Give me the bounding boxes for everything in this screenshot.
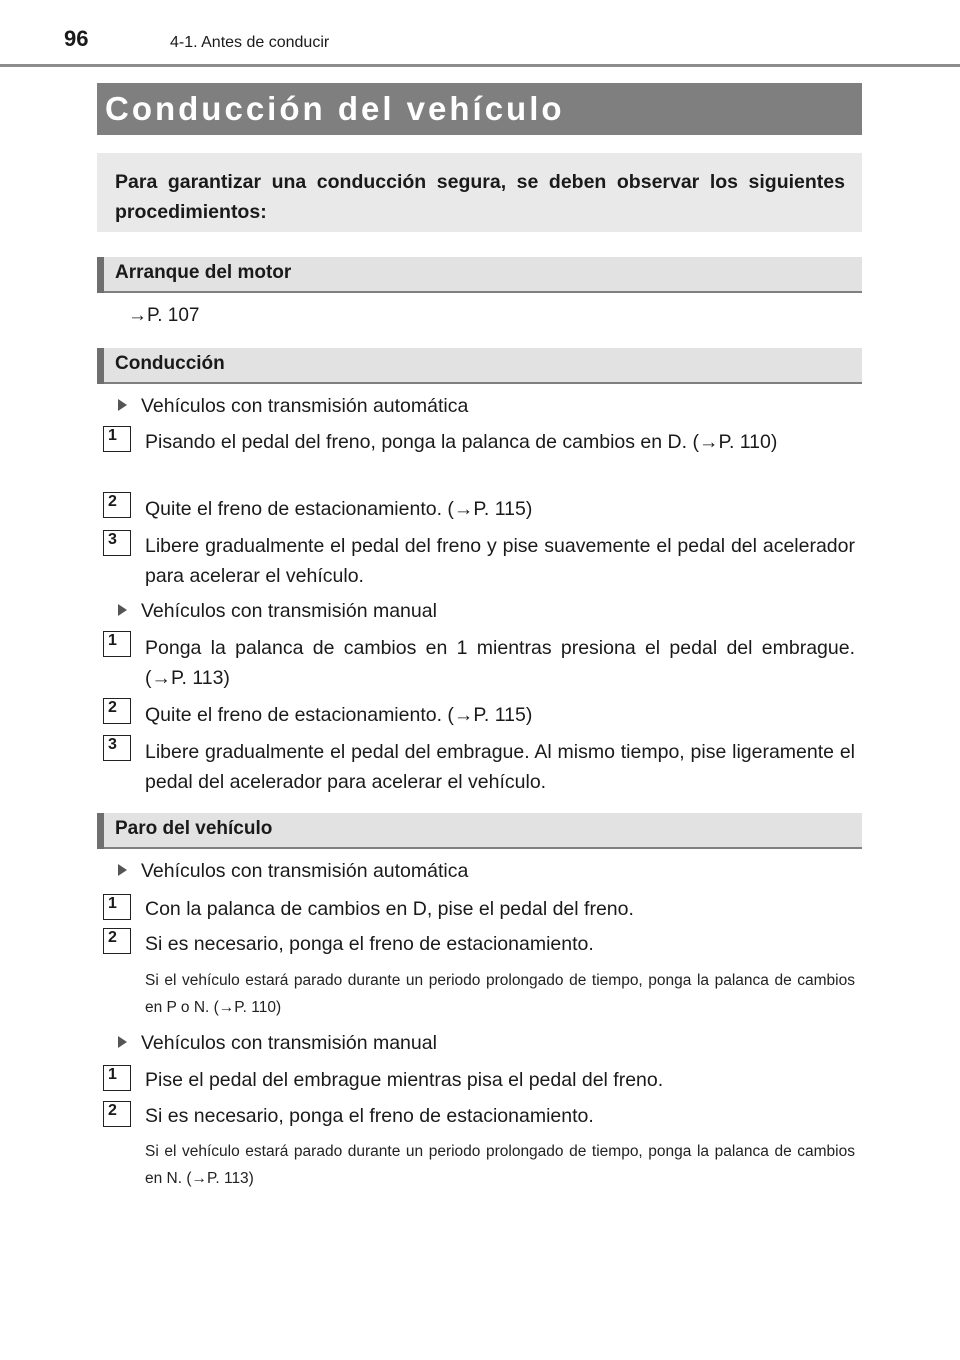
bullet-label: Vehículos con transmisión automática bbox=[141, 395, 469, 417]
page-number: 96 bbox=[64, 26, 89, 51]
triangle-bullet-icon bbox=[118, 864, 127, 876]
note-text: Si el vehículo estará parado durante un periodo prolongado de tiempo, ponga la palanca de cambios en N. (→P. 113) bbox=[145, 1143, 855, 1187]
bullet-label: Vehículos con transmisión manual bbox=[141, 1032, 437, 1054]
page-title-bar bbox=[97, 83, 862, 135]
chapter-label: 4-1. Antes de conducir bbox=[170, 34, 330, 51]
step-text: Pisando el pedal del freno, ponga la palanca de cambios en D. (→P. 110) bbox=[145, 431, 778, 453]
step-number-badge: 1 bbox=[103, 1065, 131, 1091]
step-text: Libere gradualmente el pedal del embrague. Al mismo tiempo, pise ligeramente el pedal del acelerador para acelerar el vehículo. bbox=[145, 741, 855, 793]
step-number-badge: 3 bbox=[103, 735, 131, 761]
bullet-label: Vehículos con transmisión manual bbox=[141, 600, 437, 622]
note-text: Si el vehículo estará parado durante un periodo prolongado de tiempo, ponga la palanca de cambios en P o N. (→P. 110) bbox=[145, 972, 855, 1016]
triangle-bullet-icon bbox=[118, 399, 127, 411]
intro-box bbox=[97, 153, 862, 232]
triangle-bullet-icon bbox=[118, 1036, 127, 1048]
step-text: Libere gradualmente el pedal del freno y pise suavemente el pedal del acelerador para acelerar el vehículo. bbox=[145, 535, 855, 587]
section-heading-conduccion bbox=[97, 348, 862, 384]
bullet-automatic bbox=[118, 860, 468, 883]
section-heading-text: Paro del vehículo bbox=[115, 818, 273, 839]
bullet-automatic bbox=[118, 395, 468, 418]
triangle-bullet-icon bbox=[118, 604, 127, 616]
page-header bbox=[0, 0, 960, 68]
step-text: Si es necesario, ponga el freno de estacionamiento. bbox=[145, 1105, 594, 1127]
step-number-badge: 2 bbox=[103, 1101, 131, 1127]
bullet-manual bbox=[118, 1032, 437, 1055]
step-number-badge: 1 bbox=[103, 894, 131, 920]
step-text: Si es necesario, ponga el freno de estacionamiento. bbox=[145, 933, 594, 955]
step-number-badge: 3 bbox=[103, 530, 131, 556]
section-heading-text: Arranque del motor bbox=[115, 262, 292, 283]
step-number-badge: 2 bbox=[103, 492, 131, 518]
step-number-badge: 2 bbox=[103, 698, 131, 724]
step-number-badge: 1 bbox=[103, 631, 131, 657]
page-reference-link[interactable]: →P. 107 bbox=[128, 305, 200, 326]
step-text: Quite el freno de estacionamiento. (→P. 115) bbox=[145, 704, 533, 726]
step-text: Pise el pedal del embrague mientras pisa el pedal del freno. bbox=[145, 1069, 664, 1091]
section-heading-paro bbox=[97, 813, 862, 849]
step-text: Con la palanca de cambios en D, pise el pedal del freno. bbox=[145, 898, 634, 920]
section-heading-text: Conducción bbox=[115, 353, 225, 374]
section-heading-arranque bbox=[97, 257, 862, 293]
step-number-badge: 2 bbox=[103, 928, 131, 954]
step-text: Ponga la palanca de cambios en 1 mientras presiona el pedal del embrague. (→P. 113) bbox=[145, 637, 855, 689]
step-text: Quite el freno de estacionamiento. (→P. 115) bbox=[145, 498, 533, 520]
intro-text: Para garantizar una conducción segura, se deben observar los siguientes procedimientos: bbox=[115, 171, 845, 223]
bullet-label: Vehículos con transmisión automática bbox=[141, 860, 469, 882]
page-title: Conducción del vehículo bbox=[105, 90, 565, 127]
header-divider bbox=[0, 64, 960, 67]
step-number-badge: 1 bbox=[103, 426, 131, 452]
bullet-manual bbox=[118, 600, 437, 623]
